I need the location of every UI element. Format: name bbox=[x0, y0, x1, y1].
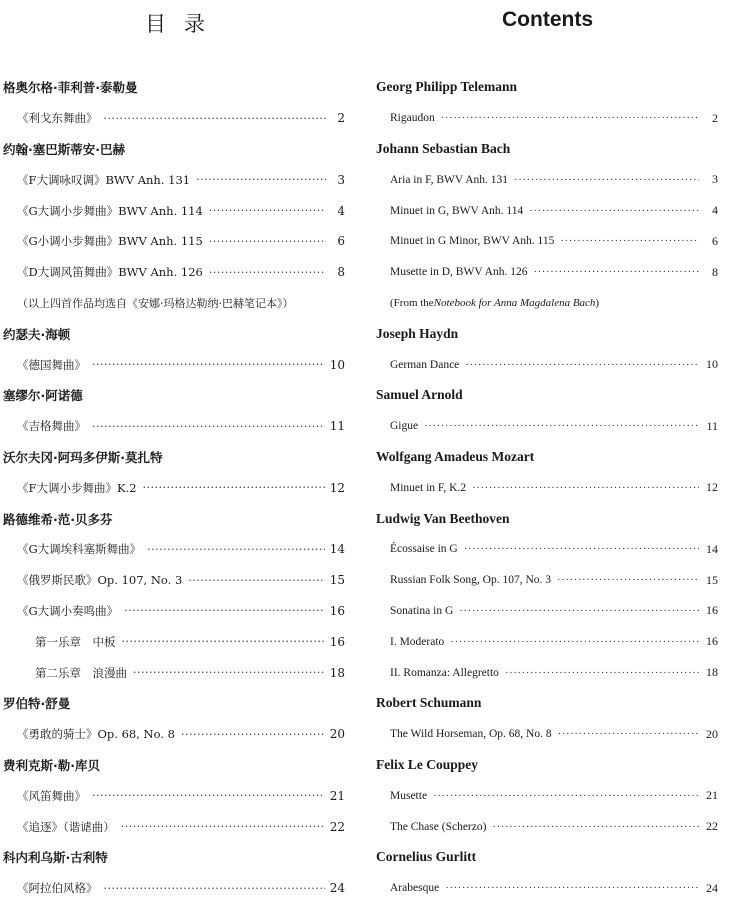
composer-name: 罗伯特·舒曼 bbox=[3, 696, 71, 712]
entry-title: 《俄罗斯民歌》Op. 107, No. 3 bbox=[17, 573, 183, 588]
toc-entry[interactable] bbox=[376, 226, 718, 257]
toc-entry[interactable] bbox=[376, 349, 718, 380]
composer-name: 科内利乌斯·古利特 bbox=[3, 850, 108, 866]
entry-title: 《吉格舞曲》 bbox=[17, 419, 86, 434]
toc-entry[interactable] bbox=[3, 195, 345, 226]
dot-leader bbox=[92, 789, 325, 802]
page-number: 3 bbox=[337, 172, 345, 187]
composer-name: Felix Le Couppey bbox=[376, 756, 479, 772]
entry-title: Aria in F, BWV Anh. 131 bbox=[390, 173, 509, 186]
dot-leader bbox=[529, 205, 699, 217]
entry-title: Minuet in G Minor, BWV Anh. 115 bbox=[390, 235, 555, 248]
entry-title: 《G小调小步舞曲》BWV Anh. 115 bbox=[17, 234, 203, 249]
page-number: 14 bbox=[329, 542, 345, 557]
entry-title: Rigaudon bbox=[390, 112, 435, 125]
composer-name: 沃尔夫冈·阿玛多伊斯·莫扎特 bbox=[3, 449, 163, 465]
entry-title: 《追逐》（谐谑曲） bbox=[17, 819, 115, 834]
page-number: 12 bbox=[329, 480, 345, 495]
page-number: 11 bbox=[329, 419, 345, 434]
dot-leader bbox=[122, 635, 325, 648]
entry-title: 《G大调小步舞曲》BWV Anh. 114 bbox=[17, 203, 203, 218]
page-number: 8 bbox=[712, 264, 718, 279]
toc-entry[interactable] bbox=[3, 873, 345, 904]
page-number: 16 bbox=[706, 603, 718, 618]
toc-entry[interactable] bbox=[3, 657, 345, 688]
page-number: 10 bbox=[706, 357, 718, 372]
entry-title: 《阿拉伯风格》 bbox=[17, 881, 98, 896]
entry-title: German Dance bbox=[390, 358, 460, 371]
entry-title: 《F大调小步舞曲》K.2 bbox=[17, 480, 137, 495]
page-number: 10 bbox=[329, 357, 345, 372]
toc-entry[interactable] bbox=[376, 719, 718, 750]
dot-leader bbox=[450, 636, 699, 648]
toc-entry[interactable] bbox=[3, 719, 345, 750]
dot-leader bbox=[133, 666, 325, 679]
dot-leader bbox=[433, 790, 699, 802]
toc-entry[interactable] bbox=[3, 811, 345, 842]
page-number: 18 bbox=[706, 665, 718, 680]
dot-leader bbox=[557, 574, 699, 586]
toc-entry[interactable] bbox=[376, 195, 718, 226]
page-number: 11 bbox=[706, 418, 718, 433]
entry-title: Musette in D, BWV Anh. 126 bbox=[390, 266, 528, 279]
toc-entry[interactable] bbox=[3, 349, 345, 380]
toc-entry[interactable] bbox=[376, 873, 718, 904]
dot-leader bbox=[104, 112, 327, 125]
toc-entry[interactable] bbox=[376, 257, 718, 288]
entry-title: Gigue bbox=[390, 420, 419, 433]
dot-leader bbox=[188, 574, 324, 587]
page-number: 15 bbox=[706, 572, 718, 587]
dot-leader bbox=[441, 112, 699, 124]
source-note bbox=[376, 288, 718, 319]
dot-leader bbox=[464, 543, 699, 555]
composer-name: 约瑟夫·海顿 bbox=[3, 326, 71, 342]
page-number: 2 bbox=[337, 111, 345, 126]
composer-name: Wolfgang Amadeus Mozart bbox=[376, 448, 535, 464]
dot-leader bbox=[472, 482, 699, 494]
toc-entry[interactable] bbox=[3, 565, 345, 596]
dot-leader bbox=[514, 174, 699, 186]
toc-column-en bbox=[376, 72, 718, 904]
page-number: 8 bbox=[337, 265, 345, 280]
toc-entry[interactable] bbox=[376, 565, 718, 596]
toc-entry[interactable] bbox=[3, 257, 345, 288]
composer-name: Robert Schumann bbox=[376, 695, 482, 711]
entry-title: 《德国舞曲》 bbox=[17, 357, 86, 372]
page-number: 4 bbox=[337, 203, 345, 218]
dot-leader bbox=[424, 420, 699, 432]
dot-leader bbox=[143, 481, 325, 494]
toc-entry[interactable] bbox=[3, 472, 345, 503]
toc-column-zh bbox=[3, 72, 345, 904]
page-number: 6 bbox=[712, 233, 718, 248]
toc-entry[interactable] bbox=[376, 472, 718, 503]
note-source-title: Notebook for Anna Magdalena Bach bbox=[433, 296, 596, 309]
dot-leader bbox=[560, 235, 699, 247]
composer-name: 费利克斯·勒·库贝 bbox=[3, 757, 100, 773]
dot-leader bbox=[209, 266, 326, 279]
toc-entry[interactable] bbox=[376, 596, 718, 627]
toc-entry[interactable] bbox=[3, 780, 345, 811]
entry-title: Sonatina in G bbox=[390, 604, 454, 617]
toc-entry[interactable] bbox=[3, 164, 345, 195]
composer-name: Johann Sebastian Bach bbox=[376, 140, 511, 156]
entry-title: Musette bbox=[390, 789, 428, 802]
dot-leader bbox=[209, 235, 326, 248]
toc-entry[interactable] bbox=[376, 411, 718, 442]
dot-leader bbox=[104, 882, 325, 895]
page-number: 18 bbox=[329, 665, 345, 680]
entry-title: The Chase (Scherzo) bbox=[390, 820, 487, 833]
composer-name: 塞缪尔·阿诺德 bbox=[3, 388, 83, 404]
entry-title: Russian Folk Song, Op. 107, No. 3 bbox=[390, 574, 552, 587]
entry-title: The Wild Horseman, Op. 68, No. 8 bbox=[390, 728, 552, 741]
page-number: 16 bbox=[706, 634, 718, 649]
toc-entry[interactable] bbox=[3, 626, 345, 657]
page-number: 21 bbox=[706, 788, 718, 803]
dot-leader bbox=[196, 173, 326, 186]
toc-entry[interactable] bbox=[3, 411, 345, 442]
page-number: 20 bbox=[706, 726, 718, 741]
page-number: 16 bbox=[329, 634, 345, 649]
toc-entry[interactable] bbox=[3, 226, 345, 257]
toc-entry[interactable] bbox=[376, 164, 718, 195]
toc-entry[interactable] bbox=[376, 626, 718, 657]
toc-entry[interactable] bbox=[376, 103, 718, 134]
composer-name: Joseph Haydn bbox=[376, 325, 459, 341]
page-number: 3 bbox=[712, 172, 718, 187]
page-number: 16 bbox=[329, 603, 345, 618]
page-number: 14 bbox=[706, 541, 718, 556]
contents-heading-en: Contents bbox=[502, 8, 593, 31]
entry-title: 第二乐章 浪漫曲 bbox=[35, 665, 127, 680]
composer-name: Georg Philipp Telemann bbox=[376, 79, 518, 95]
source-note: （以上四首作品均选自《安娜·玛格达勒纳·巴赫笔记本》） bbox=[17, 296, 294, 310]
entry-title: 《风笛舞曲》 bbox=[17, 788, 86, 803]
contents-heading-zh: 目录 bbox=[145, 12, 223, 36]
dot-leader bbox=[209, 204, 326, 217]
entry-title: 第一乐章 中板 bbox=[35, 634, 116, 649]
dot-leader bbox=[459, 605, 699, 617]
dot-leader bbox=[492, 821, 699, 833]
composer-name: Samuel Arnold bbox=[376, 387, 463, 403]
page-number: 21 bbox=[329, 788, 345, 803]
dot-leader bbox=[465, 359, 699, 371]
entry-title: 《利戈东舞曲》 bbox=[17, 111, 98, 126]
entry-title: II. Romanza: Allegretto bbox=[390, 666, 499, 679]
dot-leader bbox=[92, 358, 325, 371]
entry-title: 《F大调咏叹调》BWV Anh. 131 bbox=[17, 172, 191, 187]
entry-title: Écossaise in G bbox=[390, 543, 458, 556]
page-number: 15 bbox=[329, 573, 345, 588]
page-number: 12 bbox=[706, 480, 718, 495]
page-number: 20 bbox=[329, 727, 345, 742]
composer-name: 路德维希·范·贝多芬 bbox=[3, 511, 113, 527]
dot-leader bbox=[445, 882, 699, 894]
dot-leader bbox=[121, 820, 325, 833]
entry-title: 《G大调小奏鸣曲》 bbox=[17, 603, 119, 618]
page-number: 22 bbox=[329, 819, 345, 834]
page-number: 6 bbox=[337, 234, 345, 249]
toc-entry[interactable] bbox=[3, 534, 345, 565]
entry-title: 《勇敢的骑士》Op. 68, No. 8 bbox=[17, 727, 175, 742]
page-number: 2 bbox=[712, 110, 718, 125]
note-suffix: ) bbox=[595, 296, 600, 309]
toc-entry[interactable] bbox=[376, 780, 718, 811]
entry-title: Minuet in G, BWV Anh. 114 bbox=[390, 204, 524, 217]
composer-name: Cornelius Gurlitt bbox=[376, 849, 477, 865]
composer-name: 约翰·塞巴斯蒂安·巴赫 bbox=[3, 141, 125, 157]
dot-leader bbox=[533, 266, 699, 278]
composer-name: 格奥尔格·菲利普·泰勒曼 bbox=[3, 80, 138, 96]
page-number: 24 bbox=[329, 881, 345, 896]
dot-leader bbox=[147, 543, 325, 556]
dot-leader bbox=[558, 728, 699, 740]
toc-entry[interactable] bbox=[3, 596, 345, 627]
page-number: 24 bbox=[706, 880, 718, 895]
toc-entry[interactable] bbox=[3, 103, 345, 134]
toc-entry[interactable] bbox=[376, 534, 718, 565]
entry-title: 《G大调埃科塞斯舞曲》 bbox=[17, 542, 142, 557]
dot-leader bbox=[124, 604, 325, 617]
toc-entry[interactable] bbox=[376, 811, 718, 842]
entry-title: I. Moderato bbox=[390, 635, 445, 648]
dot-leader bbox=[181, 728, 325, 741]
entry-title: Arabesque bbox=[390, 882, 440, 895]
toc-entry[interactable] bbox=[376, 657, 718, 688]
dot-leader bbox=[92, 420, 325, 433]
entry-title: Minuet in F, K.2 bbox=[390, 481, 467, 494]
composer-name: Ludwig Van Beethoven bbox=[376, 510, 510, 526]
note-prefix: (From the bbox=[390, 296, 434, 309]
page-number: 4 bbox=[712, 203, 718, 218]
page-number: 22 bbox=[706, 819, 718, 834]
entry-title: 《D大调风笛舞曲》BWV Anh. 126 bbox=[17, 265, 203, 280]
dot-leader bbox=[505, 667, 699, 679]
